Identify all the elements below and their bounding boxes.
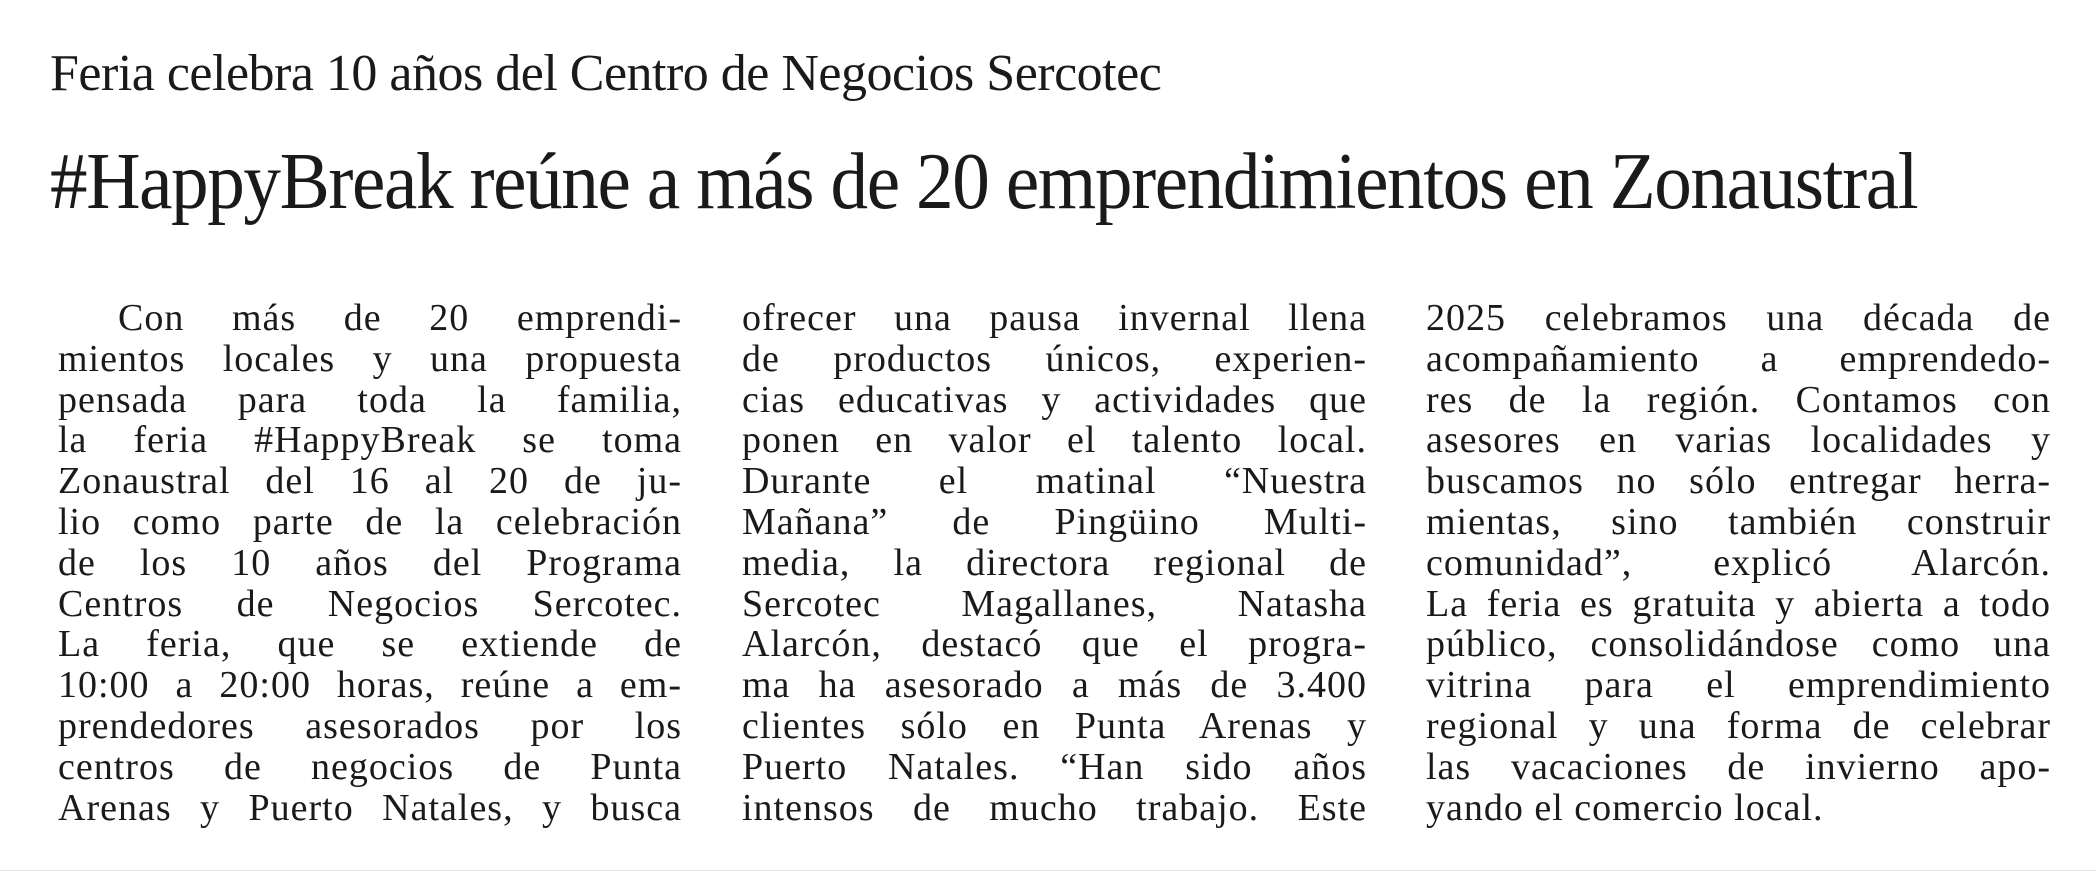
body-column-1 [58,298,682,828]
body-line: comunidad”, explicó Alarcón. [1426,541,2051,584]
body-line: intensos de mucho trabajo. Este [742,786,1367,829]
body-line: clientes sólo en Punta Arenas y [742,704,1367,747]
body-column-3 [1426,298,2051,828]
article-headline: #HappyBreak reúne a más de 20 emprendimientos en Zonaustral [50,138,1918,226]
body-line: buscamos no sólo entregar herra- [1426,460,2051,503]
body-line: prendedores asesorados por los [58,704,682,747]
body-line: ponen en valor el talento local. [742,419,1367,462]
body-line: centros de negocios de Punta [58,745,682,788]
body-line: vitrina para el emprendimiento [1426,664,2051,707]
body-line: mientas, sino también construir [1426,500,2051,543]
body-line: de productos únicos, experien- [742,337,1367,380]
body-line: público, consolidándose como una [1426,623,2051,666]
body-line: yando el comercio local. [1426,786,1824,829]
body-line: Puerto Natales. “Han sido años [742,745,1367,788]
body-line: Sercotec Magallanes, Natasha [742,582,1367,625]
body-line: res de la región. Contamos con [1426,378,2051,421]
body-line: ma ha asesorado a más de 3.400 [742,664,1367,707]
body-line: Arenas y Puerto Natales, y busca [58,786,682,829]
body-line: mientos locales y una propuesta [58,337,682,380]
body-line: de los 10 años del Programa [58,541,682,584]
body-line: Durante el matinal “Nuestra [742,460,1367,503]
body-line: asesores en varias localidades y [1426,419,2051,462]
body-line: ofrecer una pausa invernal llena [742,297,1367,339]
body-column-2 [742,298,1367,828]
body-line: pensada para toda la familia, [58,378,682,421]
body-line: acompañamiento a emprendedo- [1426,337,2051,380]
body-line: Con más de 20 emprendi- [118,297,682,339]
body-line: 10:00 a 20:00 horas, reúne a em- [58,664,682,707]
article-kicker: Feria celebra 10 años del Centro de Negocios Sercotec [50,45,1162,102]
body-line: La feria es gratuita y abierta a todo [1426,582,2051,625]
body-line: Mañana” de Pingüino Multi- [742,500,1367,543]
body-line: lio como parte de la celebración [58,500,682,543]
body-line: 2025 celebramos una década de [1426,297,2051,339]
body-line: Alarcón, destacó que el progra- [742,623,1367,666]
body-line: la feria #HappyBreak se toma [58,419,682,462]
body-line: La feria, que se extiende de [58,623,682,666]
body-line: media, la directora regional de [742,541,1367,584]
body-line: Zonaustral del 16 al 20 de ju- [58,460,682,503]
body-line: Centros de Negocios Sercotec. [58,582,682,625]
body-line: regional y una forma de celebrar [1426,704,2051,747]
body-line: las vacaciones de invierno apo- [1426,745,2051,788]
body-line: cias educativas y actividades que [742,378,1367,421]
bottom-divider [0,870,2096,871]
